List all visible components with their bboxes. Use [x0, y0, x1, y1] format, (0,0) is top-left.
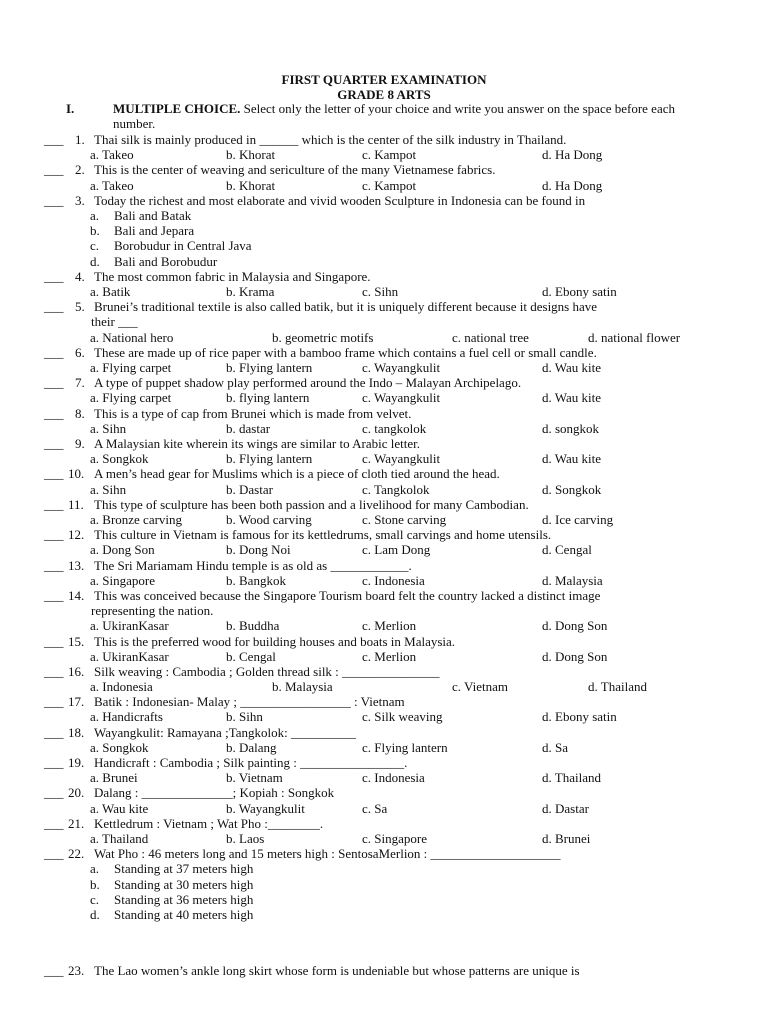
option-letter: c. — [90, 891, 100, 907]
option-text: Bali and Jepara — [114, 223, 195, 239]
answer-blank[interactable]: ___ — [44, 963, 64, 979]
question-item — [0, 785, 768, 815]
option-letter: a. — [90, 861, 100, 877]
option-text: Standing at 36 meters high — [114, 891, 254, 907]
question-item — [0, 406, 768, 436]
option-c: c. Stone carving — [362, 511, 447, 527]
option-a: a. Sihn — [90, 481, 127, 497]
answer-blank[interactable]: ___ — [44, 663, 64, 679]
option-a: a. Songkok — [90, 451, 149, 467]
option-b: b. Buddha — [226, 618, 280, 634]
question-number: 1. — [75, 132, 85, 147]
question-stem — [0, 846, 768, 861]
option-a: a. UkiranKasar — [90, 648, 169, 664]
option-text: Standing at 40 meters high — [114, 907, 254, 923]
question-item — [0, 269, 768, 299]
option-d: d. Dong Son — [542, 618, 608, 634]
option-row — [0, 801, 768, 816]
answer-blank[interactable]: ___ — [44, 587, 64, 603]
answer-blank[interactable]: ___ — [44, 815, 64, 831]
answer-blank[interactable]: ___ — [44, 299, 64, 315]
question-item — [0, 846, 768, 922]
question-stem — [0, 497, 768, 512]
option-a: a. Singapore — [90, 572, 155, 588]
option-c: c. Wayangkulit — [362, 359, 441, 375]
option-c: c. Tangkolok — [362, 481, 430, 497]
question-number: 7. — [75, 375, 85, 391]
question-number: 18. — [68, 724, 85, 740]
option-b: b. Bangkok — [226, 572, 286, 588]
question-text: A men’s head gear for Muslims which is a piece of cloth tied around the head. — [94, 466, 500, 482]
option-text: Bali and Batak — [114, 207, 192, 223]
option-a: a. Batik — [90, 284, 131, 299]
question-number: 8. — [75, 405, 85, 421]
option-a: a. Songkok — [90, 739, 149, 755]
option-b: b. Khorat — [226, 177, 276, 193]
answer-blank[interactable]: ___ — [44, 192, 64, 208]
question-text: Brunei’s traditional textile is also called batik, but it is uniquely different because it designs have — [94, 299, 598, 315]
question-number: 13. — [68, 557, 85, 573]
question-number: 17. — [68, 694, 85, 710]
question-stem — [0, 816, 768, 831]
question-item — [0, 816, 768, 846]
option-c: c. Singapore — [362, 831, 427, 847]
option-text: Borobudur in Central Java — [114, 238, 252, 254]
answer-blank[interactable]: ___ — [44, 755, 64, 771]
answer-blank[interactable]: ___ — [44, 633, 64, 649]
option-a: a. Flying carpet — [90, 359, 172, 375]
question-text: A Malaysian kite wherein its wings are similar to Arabic letter. — [94, 435, 421, 451]
question-list — [0, 132, 768, 978]
question-gap — [0, 922, 768, 963]
option-a: a. Thailand — [90, 831, 149, 847]
question-stem — [0, 466, 768, 481]
question-number: 2. — [75, 162, 85, 178]
option-row — [0, 421, 768, 436]
option-b: b. geometric motifs — [272, 329, 374, 345]
option-row — [0, 573, 768, 588]
question-number: 5. — [75, 299, 85, 315]
question-number: 10. — [68, 466, 85, 482]
exam-subtitle: GRADE 8 ARTS — [337, 87, 431, 102]
answer-blank[interactable]: ___ — [44, 527, 64, 543]
option-text: Standing at 30 meters high — [114, 876, 254, 892]
question-text: Kettledrum : Vietnam ; Wat Pho :________. — [94, 815, 324, 831]
question-stem — [0, 193, 768, 208]
question-stem — [0, 785, 768, 800]
option-d: d. Wau kite — [542, 359, 602, 375]
option-a: a. Dong Son — [90, 542, 155, 558]
question-stem — [0, 132, 768, 147]
question-stem — [0, 375, 768, 390]
question-text: This was conceived because the Singapore Tourism board felt the country lacked a distinct image — [94, 587, 601, 603]
option-letter: b. — [90, 876, 100, 892]
question-text-continued: representing the nation. — [91, 603, 214, 619]
option-d: d. Sa — [542, 739, 568, 755]
option-d — [90, 254, 768, 269]
section-instructions-block — [113, 101, 703, 131]
question-text: A type of puppet shadow play performed around the Indo – Malayan Archipelago. — [94, 375, 522, 391]
option-letter: d. — [90, 907, 100, 923]
option-row — [0, 482, 768, 497]
option-c: c. Wayangkulit — [362, 390, 441, 406]
question-stem — [0, 436, 768, 451]
option-d: d. songkok — [542, 420, 600, 436]
question-item — [0, 193, 768, 269]
question-stem — [0, 406, 768, 421]
question-text: This is the preferred wood for building houses and boats in Malaysia. — [94, 633, 456, 649]
question-stem — [0, 269, 768, 284]
option-row — [0, 178, 768, 193]
option-c: c. Kampot — [362, 147, 417, 163]
option-c: c. tangkolok — [362, 420, 427, 436]
option-list — [0, 208, 768, 269]
option-a: a. Sihn — [90, 420, 127, 436]
question-number: 19. — [68, 755, 85, 771]
answer-blank[interactable]: ___ — [44, 405, 64, 421]
answer-blank[interactable]: ___ — [44, 496, 64, 512]
option-a: a. Flying carpet — [90, 390, 172, 406]
answer-blank[interactable]: ___ — [44, 846, 64, 862]
option-d: d. Dong Son — [542, 648, 608, 664]
option-letter: c. — [90, 238, 100, 254]
answer-blank[interactable]: ___ — [44, 694, 64, 710]
question-stem — [0, 527, 768, 542]
answer-blank[interactable]: ___ — [44, 724, 64, 740]
option-b: b. Dalang — [226, 739, 277, 755]
option-b: b. Dong Noi — [226, 542, 291, 558]
option-letter: d. — [90, 253, 100, 269]
question-number: 15. — [68, 633, 85, 649]
question-item — [0, 132, 768, 162]
question-stem — [0, 755, 768, 770]
option-c: c. Merlion — [362, 618, 417, 634]
question-text: This culture in Vietnam is famous for its kettledrums, small carvings and home utensils. — [94, 527, 552, 543]
option-c — [90, 238, 768, 253]
question-item — [0, 345, 768, 375]
option-d: d. Ha Dong — [542, 147, 603, 163]
question-text: This is the center of weaving and sericulture of the many Vietnamese fabrics. — [94, 162, 496, 178]
option-b: b. Wayangkulit — [226, 800, 305, 816]
answer-blank[interactable]: ___ — [44, 375, 64, 391]
option-c: c. Wayangkulit — [362, 451, 441, 467]
option-c: c. national tree — [452, 329, 529, 345]
question-stem — [0, 299, 768, 314]
question-text: The Lao women’s ankle long skirt whose form is undeniable but whose patterns are unique is — [94, 963, 580, 979]
question-text-continued: their ___ — [91, 314, 138, 330]
option-row — [0, 770, 768, 785]
option-d: d. Wau kite — [542, 390, 602, 406]
question-stem — [0, 588, 768, 603]
question-text: Dalang : ______________; Kopiah : Songkok — [94, 785, 335, 801]
option-b: b. Laos — [226, 831, 265, 847]
option-d: d. Wau kite — [542, 451, 602, 467]
option-c: c. Vietnam — [452, 679, 509, 695]
question-item — [0, 755, 768, 785]
option-row — [0, 451, 768, 466]
option-a: a. Brunei — [90, 770, 138, 786]
question-text: These are made up of rice paper with a bamboo frame which contains a fuel cell or small candle. — [94, 344, 597, 360]
option-a — [90, 861, 768, 876]
answer-blank[interactable]: ___ — [44, 785, 64, 801]
option-c: c. Sihn — [362, 284, 399, 299]
question-number: 22. — [68, 846, 85, 862]
question-stem — [0, 694, 768, 709]
question-number: 6. — [75, 344, 85, 360]
option-text: Bali and Borobudur — [114, 253, 218, 269]
option-text: Standing at 37 meters high — [114, 861, 254, 877]
option-d: d. Thailand — [588, 679, 647, 695]
option-b: b. Krama — [226, 284, 275, 299]
option-a: a. UkiranKasar — [90, 618, 169, 634]
option-d: d. Dastar — [542, 800, 589, 816]
option-b: b. Flying lantern — [226, 359, 313, 375]
question-stem — [0, 634, 768, 649]
option-row — [0, 679, 768, 694]
option-a — [90, 208, 768, 223]
option-b: b. Cengal — [226, 648, 276, 664]
option-row — [0, 709, 768, 724]
option-c: c. Lam Dong — [362, 542, 431, 558]
answer-blank[interactable]: ___ — [44, 435, 64, 451]
answer-blank[interactable]: ___ — [44, 557, 64, 573]
option-row — [0, 390, 768, 405]
answer-blank[interactable]: ___ — [44, 344, 64, 360]
option-d: d. Ice carving — [542, 511, 614, 527]
question-text: This is a type of cap from Brunei which is made from velvet. — [94, 405, 412, 421]
option-b: b. Khorat — [226, 147, 276, 163]
question-number: 3. — [75, 192, 85, 208]
option-c: c. Indonesia — [362, 572, 425, 588]
option-d: d. Songkok — [542, 481, 602, 497]
option-row — [0, 740, 768, 755]
answer-blank[interactable]: ___ — [44, 268, 64, 284]
option-c: c. Kampot — [362, 177, 417, 193]
question-item — [0, 162, 768, 192]
option-a: a. National hero — [90, 329, 174, 345]
option-a: a. Takeo — [90, 177, 134, 193]
question-item — [0, 527, 768, 557]
option-row — [0, 649, 768, 664]
question-number: 14. — [68, 587, 85, 603]
question-text: Thai silk is mainly produced in ______ which is the center of the silk industry in Thailand. — [94, 132, 567, 147]
option-row — [0, 284, 768, 299]
option-row — [0, 147, 768, 162]
section-heading: MULTIPLE CHOICE. — [113, 101, 241, 116]
option-row — [0, 831, 768, 846]
question-number: 9. — [75, 435, 85, 451]
option-c: c. Merlion — [362, 648, 417, 664]
answer-blank[interactable]: ___ — [44, 162, 64, 178]
question-stem — [0, 162, 768, 177]
option-row — [0, 542, 768, 557]
question-text: The most common fabric in Malaysia and Singapore. — [94, 268, 371, 284]
option-row — [0, 512, 768, 527]
question-item — [0, 558, 768, 588]
exam-title: FIRST QUARTER EXAMINATION — [281, 72, 487, 87]
question-stem — [0, 345, 768, 360]
question-item — [0, 466, 768, 496]
option-d: d. Ebony satin — [542, 709, 617, 725]
option-c: c. Indonesia — [362, 770, 425, 786]
option-a: a. Bronze carving — [90, 511, 183, 527]
option-d: d. Ebony satin — [542, 284, 617, 299]
option-c: c. Flying lantern — [362, 739, 448, 755]
option-d: d. national flower — [588, 329, 681, 345]
question-item — [0, 436, 768, 466]
option-d: d. Ha Dong — [542, 177, 603, 193]
question-stem — [0, 963, 768, 978]
question-text: This type of sculpture has been both passion and a livelihood for many Cambodian. — [94, 496, 529, 512]
option-letter: b. — [90, 223, 100, 239]
answer-blank[interactable]: ___ — [44, 132, 64, 147]
option-row — [0, 360, 768, 375]
question-text: Silk weaving : Cambodia ; Golden thread silk : _______________ — [94, 663, 440, 679]
option-a: a. Indonesia — [90, 679, 153, 695]
option-b: b. Malaysia — [272, 679, 333, 695]
section-instructions: Select only the letter of your choice and write you answer on the space before each number. — [113, 101, 675, 131]
option-c — [90, 892, 768, 907]
option-a: a. Handicrafts — [90, 709, 163, 725]
option-b: b. dastar — [226, 420, 271, 436]
option-b — [90, 877, 768, 892]
question-text: Batik : Indonesian- Malay ; _________________ : Vietnam — [94, 694, 405, 710]
question-item — [0, 725, 768, 755]
option-d: d. Malaysia — [542, 572, 603, 588]
option-d — [90, 907, 768, 922]
question-item — [0, 963, 768, 978]
option-b — [90, 223, 768, 238]
option-row — [0, 330, 768, 345]
question-stem — [0, 725, 768, 740]
question-number: 11. — [68, 496, 84, 512]
question-text: Handicraft : Cambodia ; Silk painting : ________________. — [94, 755, 408, 771]
option-list — [0, 861, 768, 922]
question-item — [0, 588, 768, 634]
option-c: c. Silk weaving — [362, 709, 443, 725]
question-stem — [0, 558, 768, 573]
question-item — [0, 694, 768, 724]
question-number: 16. — [68, 663, 85, 679]
question-number: 23. — [68, 963, 85, 979]
question-item — [0, 299, 768, 345]
option-d: d. Brunei — [542, 831, 591, 847]
option-d: d. Cengal — [542, 542, 592, 558]
question-number: 21. — [68, 815, 85, 831]
option-b: b. Dastar — [226, 481, 273, 497]
question-text: Wat Pho : 46 meters long and 15 meters high : SentosaMerlion : ____________________ — [94, 846, 561, 862]
question-number: 12. — [68, 527, 85, 543]
option-b: b. Wood carving — [226, 511, 312, 527]
option-letter: a. — [90, 207, 100, 223]
answer-blank[interactable]: ___ — [44, 466, 64, 482]
question-number: 4. — [75, 268, 85, 284]
question-item — [0, 634, 768, 664]
question-item — [0, 375, 768, 405]
question-item — [0, 497, 768, 527]
option-b: b. Vietnam — [226, 770, 283, 786]
option-c: c. Sa — [362, 800, 388, 816]
question-stem — [0, 664, 768, 679]
option-d: d. Thailand — [542, 770, 601, 786]
option-b: b. Sihn — [226, 709, 263, 725]
question-text: Today the richest and most elaborate and vivid wooden Sculpture in Indonesia can be found in — [94, 192, 586, 208]
question-text: Wayangkulit: Ramayana ;Tangkolok: __________ — [94, 724, 356, 740]
option-row — [0, 618, 768, 633]
section-number: I. — [66, 101, 75, 116]
option-b: b. flying lantern — [226, 390, 310, 406]
question-text: The Sri Mariamam Hindu temple is as old as ____________. — [94, 557, 412, 573]
option-a: a. Wau kite — [90, 800, 149, 816]
option-b: b. Flying lantern — [226, 451, 313, 467]
question-item — [0, 664, 768, 694]
question-number: 20. — [68, 785, 85, 801]
option-a: a. Takeo — [90, 147, 134, 163]
